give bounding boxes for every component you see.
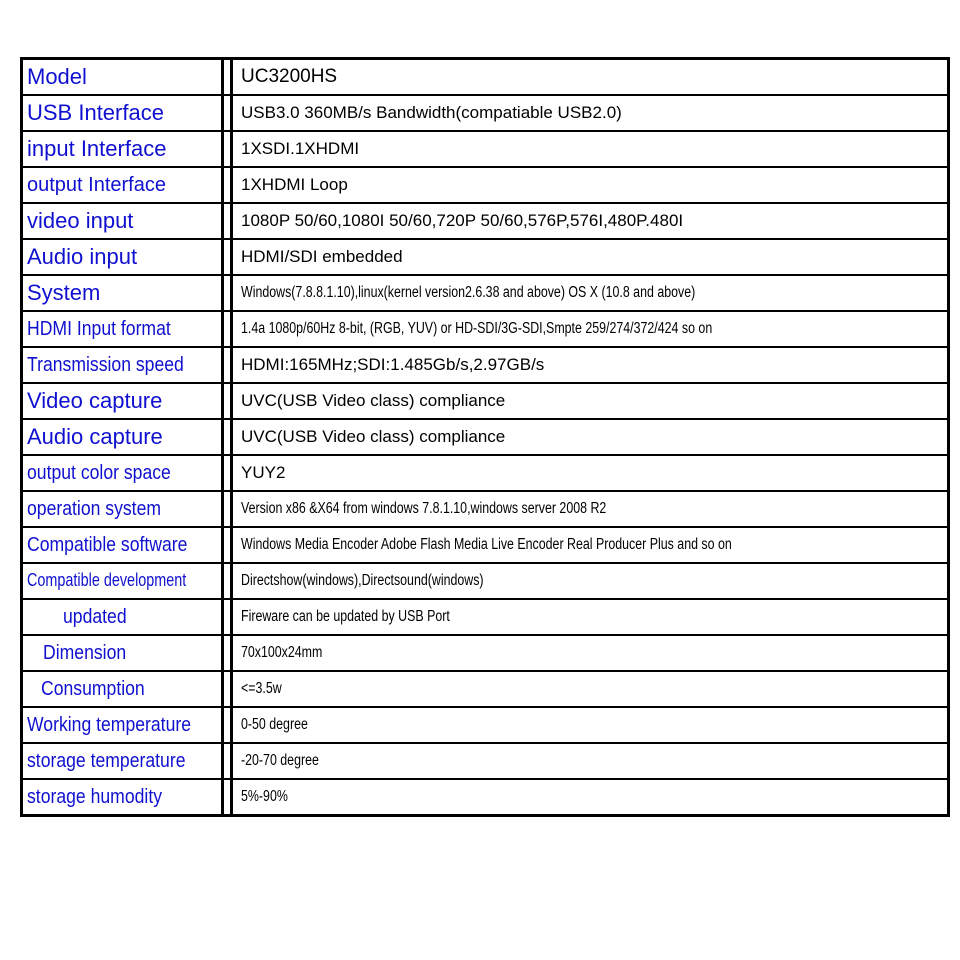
- table-row: [22, 311, 949, 347]
- spec-value: Windows(7.8.8.1.10),linux(kernel version2.6.38 and above) OS X (10.8 and above): [241, 284, 696, 301]
- spec-label: Audio input: [27, 243, 138, 269]
- spec-value-cell: [232, 743, 949, 779]
- spec-label-cell: [22, 743, 223, 779]
- table-row: [22, 203, 949, 239]
- spec-value: UVC(USB Video class) compliance: [241, 390, 506, 410]
- spec-label: Model: [27, 63, 87, 89]
- spec-label-cell: [22, 275, 223, 311]
- spec-label: input Interface: [27, 135, 167, 161]
- table-row: [22, 743, 949, 779]
- spec-value: Fireware can be updated by USB Port: [241, 608, 450, 625]
- spec-value: Directshow(windows),Directsound(windows): [241, 572, 484, 589]
- spec-value: Version x86 &X64 from windows 7.8.1.10,windows server 2008 R2: [241, 500, 607, 517]
- spec-label: Consumption: [41, 677, 145, 700]
- spec-label-cell: [22, 311, 223, 347]
- spec-value: Windows Media Encoder Adobe Flash Media Live Encoder Real Producer Plus and so on: [241, 536, 732, 553]
- spec-label: output Interface: [27, 173, 166, 196]
- table-row: [22, 635, 949, 671]
- table-row: [22, 347, 949, 383]
- spec-label-cell: [22, 707, 223, 743]
- spec-value-cell: [232, 491, 949, 527]
- spec-label: Compatible development: [27, 570, 187, 590]
- table-row: [22, 419, 949, 455]
- table-row: [22, 599, 949, 635]
- spec-value: 1080P 50/60,1080I 50/60,720P 50/60,576P,576I,480P.480I: [241, 210, 684, 230]
- table-row: [22, 671, 949, 707]
- spec-value: -20-70 degree: [241, 752, 319, 769]
- spec-value: YUY2: [241, 462, 286, 482]
- table-row: [22, 563, 949, 599]
- spec-value-cell: [232, 383, 949, 419]
- spec-value-cell: [232, 275, 949, 311]
- spec-value-cell: [232, 599, 949, 635]
- table-row: [22, 779, 949, 816]
- spec-label: Video capture: [27, 387, 163, 413]
- spec-value-cell: [232, 419, 949, 455]
- spec-value-cell: [232, 707, 949, 743]
- spec-label: updated: [63, 605, 127, 628]
- spec-label-cell: [22, 527, 223, 563]
- spec-label-cell: [22, 203, 223, 239]
- spec-label-cell: [22, 455, 223, 491]
- spec-value: 1.4a 1080p/60Hz 8-bit, (RGB, YUV) or HD-SDI/3G-SDI,Smpte 259/274/372/424 so on: [241, 320, 713, 337]
- spec-value-cell: [232, 563, 949, 599]
- table-row: [22, 95, 949, 131]
- spec-label: video input: [27, 207, 134, 233]
- spec-value-cell: [232, 59, 949, 96]
- table-row: [22, 527, 949, 563]
- table-row: [22, 131, 949, 167]
- spec-value: 5%-90%: [241, 788, 288, 805]
- spec-value: 0-50 degree: [241, 716, 308, 733]
- spec-label: Transmission speed: [27, 353, 184, 376]
- spec-value-cell: [232, 671, 949, 707]
- spec-table: [20, 57, 950, 817]
- spec-value: UVC(USB Video class) compliance: [241, 426, 506, 446]
- spec-value-cell: [232, 347, 949, 383]
- spec-label: HDMI Input format: [27, 317, 171, 340]
- table-row: [22, 167, 949, 203]
- spec-value-cell: [232, 311, 949, 347]
- spec-value: HDMI:165MHz;SDI:1.485Gb/s,2.97GB/s: [241, 354, 545, 374]
- spec-label: Working temperature: [27, 713, 192, 736]
- spec-label-cell: [22, 671, 223, 707]
- spec-label-cell: [22, 95, 223, 131]
- spec-value-cell: [232, 455, 949, 491]
- spec-value: 1XSDI.1XHDMI: [241, 138, 360, 158]
- spec-value-cell: [232, 239, 949, 275]
- spec-label-cell: [22, 779, 223, 816]
- spec-value: <=3.5w: [241, 680, 282, 697]
- spec-label: Audio capture: [27, 423, 163, 449]
- table-row: [22, 59, 949, 96]
- table-row: [22, 275, 949, 311]
- spec-label-cell: [22, 491, 223, 527]
- spec-label-cell: [22, 635, 223, 671]
- spec-label-cell: [22, 347, 223, 383]
- spec-value-cell: [232, 131, 949, 167]
- spec-label: Dimension: [43, 641, 127, 664]
- spec-value: USB3.0 360MB/s Bandwidth(compatiable USB2.0): [241, 102, 622, 122]
- spec-value-cell: [232, 203, 949, 239]
- spec-value-cell: [232, 167, 949, 203]
- spec-label-cell: [22, 239, 223, 275]
- table-row: [22, 491, 949, 527]
- spec-value-cell: [232, 95, 949, 131]
- spec-label-cell: [22, 383, 223, 419]
- spec-value: 70x100x24mm: [241, 644, 323, 661]
- spec-value: HDMI/SDI embedded: [241, 246, 403, 266]
- table-row: [22, 455, 949, 491]
- spec-label: storage humodity: [27, 785, 163, 808]
- spec-label: storage temperature: [27, 749, 186, 772]
- spec-label: output color space: [27, 461, 171, 484]
- spec-label-cell: [22, 563, 223, 599]
- spec-value: UC3200HS: [241, 66, 338, 87]
- spec-label-cell: [22, 599, 223, 635]
- spec-label-cell: [22, 419, 223, 455]
- spec-label-cell: [22, 131, 223, 167]
- spec-label: Compatible software: [27, 533, 188, 556]
- table-row: [22, 239, 949, 275]
- spec-value: 1XHDMI Loop: [241, 174, 348, 194]
- spec-value-cell: [232, 635, 949, 671]
- table-row: [22, 383, 949, 419]
- spec-value-cell: [232, 527, 949, 563]
- spec-label: System: [27, 279, 101, 305]
- spec-value-cell: [232, 779, 949, 816]
- spec-label-cell: [22, 59, 223, 96]
- spec-sheet: [20, 57, 950, 817]
- spec-label: USB Interface: [27, 99, 164, 125]
- spec-label: operation system: [27, 497, 162, 520]
- spec-label-cell: [22, 167, 223, 203]
- table-row: [22, 707, 949, 743]
